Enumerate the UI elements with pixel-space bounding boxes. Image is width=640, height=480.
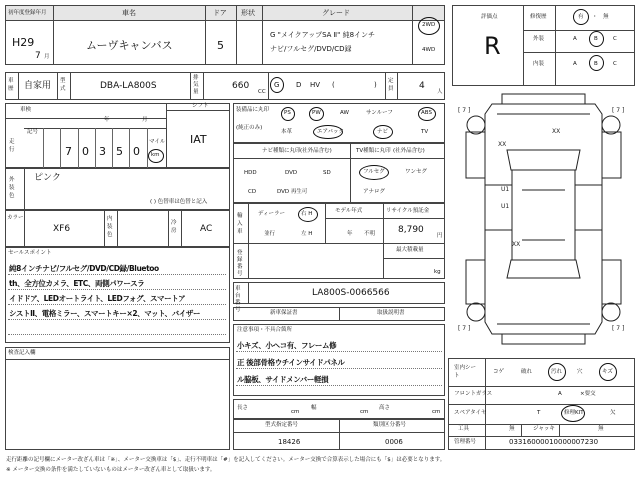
model-year-label: モデル年式	[335, 208, 363, 214]
navi-sd: SD	[323, 170, 331, 176]
fuel-other: (	[332, 81, 335, 89]
navi-hdd: HDD	[244, 170, 257, 176]
equip-tv: TV	[421, 129, 429, 135]
seat-option-hole: 穴	[577, 369, 583, 375]
sales-point-line: th、全方位カメラ、ETC、両側パワースラ	[9, 279, 145, 288]
interior-color-label: 内装色	[107, 216, 113, 238]
chassis-label: 車台番号	[235, 286, 241, 313]
diagram-mark: XX	[552, 128, 561, 135]
reg-month: 7	[35, 51, 41, 61]
diagram-mark: [ 7 ]	[458, 107, 471, 114]
shift-label: シフト	[192, 103, 209, 109]
seat-option-tear: 破れ	[521, 369, 533, 375]
odometer-digit: 7	[65, 145, 72, 158]
odometer-digit: 0	[82, 145, 89, 158]
seat-option-scratch: キズ	[602, 369, 613, 375]
inspector-box	[5, 347, 230, 450]
import-label: 輸入車	[237, 213, 243, 235]
repair-dot: ・	[592, 14, 598, 20]
glass-option-replace: ×要交	[580, 391, 596, 397]
equip-pw: PW	[312, 110, 321, 116]
color-code-label: カラー	[7, 215, 24, 221]
mile-label: マイル	[149, 139, 166, 145]
mileage-side-label: 走行	[9, 139, 15, 153]
tv-fullseg: フルセグ	[363, 169, 385, 175]
fuel-hv: HV	[310, 81, 321, 89]
drive-2wd: 2WD	[422, 22, 436, 28]
footer-line2: ※ メーター交換の条件を満たしていないものはメーター改ざん車として取扱います。	[6, 467, 216, 473]
model-year-unit: 年	[347, 231, 353, 237]
exterior-label: 外装色	[9, 177, 15, 199]
odometer-digit: 0	[133, 145, 140, 158]
car-name: ムーヴキャンバス	[86, 39, 173, 52]
reg-year: H29	[12, 36, 35, 49]
inspection-month-label: 月	[142, 117, 148, 123]
type-spec-value: 18426	[278, 438, 301, 446]
model-value: DBA-LA800S	[100, 81, 157, 91]
interior-grade-a: A	[573, 61, 577, 67]
doors-value: 5	[217, 39, 224, 52]
category-value: 0006	[385, 438, 403, 446]
odometer-cells	[43, 128, 147, 168]
jack-value: 無	[598, 426, 604, 432]
capacity-value: 4	[419, 81, 425, 91]
doors-label: ドア	[213, 9, 227, 17]
width-label: 幅	[311, 405, 317, 411]
fuel-g: G	[274, 81, 280, 89]
km-label: km	[151, 152, 160, 158]
ki-label: 記号	[27, 129, 39, 135]
cooler-label: 冷房	[171, 220, 177, 234]
interior-grade-label: 内装	[533, 61, 545, 67]
fuel-d: D	[296, 81, 302, 89]
seat-option-burn: コゲ	[493, 369, 505, 375]
height-label: 高さ	[379, 405, 391, 411]
car-damage-diagram	[452, 90, 635, 350]
row2-box	[5, 72, 445, 100]
max-load-kg: kg	[434, 269, 441, 275]
notes-line: 小キズ、小ヘコ有、フレーム修	[237, 341, 337, 350]
spare-option-kit: 修理KIT	[564, 410, 584, 416]
seat-option-stain: 汚れ	[551, 369, 563, 375]
equipment-subtitle: (純正のみ)	[236, 125, 263, 131]
car-name-label: 車名	[122, 9, 136, 17]
max-load-label: 最大積載量	[396, 247, 424, 253]
tools-label: 工具	[458, 426, 470, 432]
navi-type-note: (社外品含む)	[300, 148, 332, 154]
equip-navi: ナビ	[377, 129, 389, 135]
usage-value: 自家用	[24, 81, 52, 91]
recycle-label: リサイクル預託金	[386, 208, 430, 214]
tv-type-title: TV種類に丸印	[356, 148, 391, 154]
diagram-mark: XX	[512, 241, 521, 248]
exterior-grade-c: C	[613, 36, 617, 42]
usage-label: 車歴	[8, 78, 14, 92]
model-label: 型式	[60, 78, 66, 92]
height-cm: cm	[432, 409, 441, 415]
exterior-grade-label: 外装	[533, 36, 545, 42]
footer-line1: 走行距離の記号欄にメーター改ざん車は「※」、メーター交換車は「$」、走行不明車は「#」を記入してください。メーター交換で合算表示した場合にも「$」は必要となります。	[6, 457, 446, 463]
sales-points-label: セールスポイント	[8, 250, 52, 256]
diagram-mark: [ 7 ]	[612, 325, 625, 332]
first-reg-label: 初年度登録年月	[8, 10, 47, 16]
capacity-label: 定員	[388, 78, 394, 92]
management-no-label: 管理番号	[454, 439, 477, 445]
navi-cd: CD	[248, 189, 257, 195]
inspector-label: 検査記入欄	[8, 350, 36, 356]
jack-label: ジャッキ	[533, 426, 555, 432]
fuel-other-close: )	[374, 81, 377, 89]
notes-line: ル脇板、サイドメンバー軽損	[237, 375, 329, 384]
equipment-title: 装備品に丸印	[236, 107, 270, 113]
repair-no: 無	[603, 14, 609, 20]
equip-abs: ABS	[421, 110, 432, 116]
inspection-label: 車検	[20, 107, 32, 113]
score-label: 評価点	[481, 14, 498, 20]
spare-option-none: 欠	[610, 410, 616, 416]
dimensions-box	[233, 399, 445, 419]
navi-dvd: DVD	[285, 170, 298, 176]
grade-line1: G "メイクアップSA Ⅱ" 純8インチ	[270, 31, 376, 39]
diagram-mark: [ 7 ]	[612, 107, 625, 114]
notes-title: 注意事項・不具合箇所	[237, 327, 293, 333]
new-car-warranty-label: 新車保証書	[270, 310, 298, 316]
tools-value: 無	[509, 426, 515, 432]
displacement-value: 660	[232, 81, 250, 91]
sales-point-line: イドドア、LEDオートライト、LEDフォグ、スマートア	[9, 294, 186, 303]
spare-option-t: T	[537, 410, 541, 416]
equip-aw: AW	[340, 110, 349, 116]
repair-history-label: 修復歴	[530, 14, 547, 20]
import-dealer: ディーラー	[258, 211, 286, 217]
front-glass-label: フロントガラス	[454, 391, 493, 397]
import-right: 右 H	[301, 211, 313, 217]
odometer-digit: 3	[99, 145, 106, 158]
import-left: 左 H	[301, 231, 313, 237]
navi-dvd-play: DVD 再生可	[277, 189, 308, 195]
equip-ps: PS	[284, 110, 291, 116]
displacement-label: 排気量	[193, 75, 199, 95]
drive-4wd: 4WD	[422, 47, 436, 53]
shape-label: 形状	[241, 9, 255, 17]
spare-tire-label: スペアタイヤ	[454, 410, 487, 416]
length-cm: cm	[291, 409, 300, 415]
reg-no-label: 登録番号	[237, 250, 243, 277]
exterior-note: ( ) 色替車は色替と記入	[150, 199, 208, 205]
import-parallel: 並行	[264, 231, 276, 237]
sales-point-line: シストⅡ、電格ミラー、スマートキー×2、マット、バイザー	[9, 309, 201, 318]
reg-month-unit: 月	[44, 54, 50, 60]
exterior-color: ピンク	[34, 173, 61, 183]
repair-yes: 有	[578, 14, 584, 20]
cc-unit: CC	[258, 89, 266, 95]
length-label: 長さ	[237, 405, 249, 411]
seat-label: 室内シート	[454, 365, 477, 379]
sales-point-line: 純8インチナビ/フルセグ/DVD/CD録/Bluetoo	[9, 264, 159, 273]
diagram-mark: U1	[501, 186, 510, 193]
inspection-year-label: 年	[104, 117, 110, 123]
manual-label: 取扱説明書	[377, 310, 405, 316]
grade-line2: ナビ/フルセグ/DVD/CD録	[270, 45, 352, 53]
model-year-unknown: 不明	[364, 231, 376, 237]
tv-type-note: (社外品含む)	[393, 148, 425, 154]
recycle-value: 8,790	[398, 225, 424, 235]
shift-value: IAT	[190, 133, 207, 146]
category-label: 類別区分番号	[373, 422, 407, 428]
exterior-grade-a: A	[573, 36, 577, 42]
notes-line: 正 後部骨格ウチインサイドパネル	[237, 358, 345, 367]
type-spec-label: 型式指定番号	[265, 422, 299, 428]
equip-sunroof: サンルーフ	[366, 110, 393, 116]
ac-value: AC	[200, 224, 213, 234]
recycle-yen: 円	[437, 233, 443, 239]
color-code-value: XF6	[53, 224, 71, 234]
diagram-mark: U1	[501, 203, 510, 210]
exterior-grade-b: B	[594, 36, 598, 42]
odometer-digit: 5	[116, 145, 123, 158]
tv-analog: アナログ	[363, 189, 386, 195]
tv-oneseg: ワンセグ	[405, 169, 428, 175]
navi-type-title: ナビ種類に丸印	[262, 148, 301, 154]
capacity-unit: 人	[437, 89, 443, 95]
interior-grade-b: B	[594, 61, 598, 67]
equip-airbag: エアバック	[317, 129, 345, 135]
score-value: R	[484, 32, 501, 60]
chassis-value: LA800S-0066566	[312, 288, 390, 298]
glass-option-a: A	[558, 391, 562, 397]
interior-grade-c: C	[613, 61, 617, 67]
width-cm: cm	[360, 409, 369, 415]
management-no-value: 03316000010000007230	[509, 438, 599, 446]
diagram-mark: [ 7 ]	[458, 325, 471, 332]
grade-label: グレード	[322, 9, 350, 17]
equip-leather: 本革	[281, 129, 293, 135]
diagram-mark: XX	[498, 141, 507, 148]
